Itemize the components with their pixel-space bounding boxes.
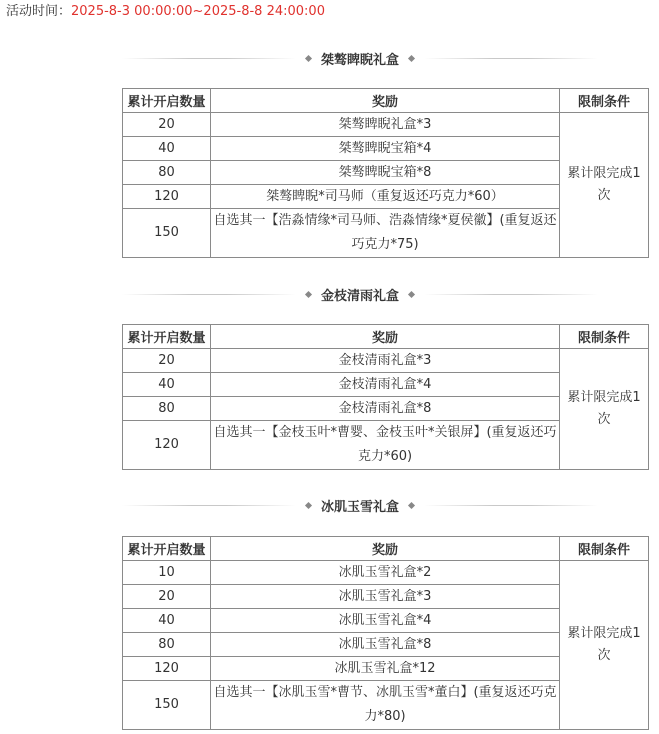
cell-count: 150	[123, 209, 211, 258]
cell-reward: 冰肌玉雪礼盒*4	[211, 609, 560, 633]
cell-count: 120	[123, 185, 211, 209]
diamond-icon	[305, 290, 312, 297]
cell-limit: 累计限完成1次	[560, 113, 649, 258]
cell-reward: 冰肌玉雪礼盒*12	[211, 657, 560, 681]
cell-reward: 自选其一【金枝玉叶*曹婴、金枝玉叶*关银屏】(重复返还巧克力*60)	[211, 421, 560, 470]
cell-limit: 累计限完成1次	[560, 349, 649, 470]
cell-count: 120	[123, 421, 211, 470]
table-header-row	[123, 325, 649, 349]
cell-reward: 桀骜睥睨*司马师（重复返还巧克力*60）	[211, 185, 560, 209]
cell-reward: 自选其一【冰肌玉雪*曹节、冰肌玉雪*董白】(重复返还巧克力*80)	[211, 681, 560, 730]
cell-count: 150	[123, 681, 211, 730]
table-row	[123, 349, 649, 373]
section-title-1	[122, 48, 598, 68]
table-header-row	[123, 89, 649, 113]
cell-limit: 累计限完成1次	[560, 561, 649, 730]
cell-count: 80	[123, 633, 211, 657]
section-title-text: 桀骜睥睨礼盒	[321, 52, 400, 68]
cell-count: 40	[123, 373, 211, 397]
cell-reward: 金枝清雨礼盒*8	[211, 397, 560, 421]
header-reward: 奖励	[211, 89, 560, 113]
reward-table-2	[122, 324, 649, 470]
diamond-icon	[305, 501, 312, 508]
header-count: 累计开启数量	[123, 89, 211, 113]
section-title-text: 冰肌玉雪礼盒	[321, 499, 400, 515]
header-count: 累计开启数量	[123, 325, 211, 349]
section-title-text: 金枝清雨礼盒	[321, 288, 400, 304]
cell-reward: 金枝清雨礼盒*3	[211, 349, 560, 373]
cell-count: 80	[123, 161, 211, 185]
activity-time-label: 活动时间：	[6, 4, 72, 19]
cell-count: 20	[123, 585, 211, 609]
cell-reward: 桀骜睥睨宝箱*4	[211, 137, 560, 161]
diamond-icon	[408, 290, 415, 297]
header-reward: 奖励	[211, 537, 560, 561]
header-reward: 奖励	[211, 325, 560, 349]
header-count: 累计开启数量	[123, 537, 211, 561]
cell-count: 10	[123, 561, 211, 585]
diamond-icon	[408, 54, 415, 61]
table-header-row	[123, 537, 649, 561]
reward-table-1	[122, 88, 649, 258]
cell-reward: 冰肌玉雪礼盒*8	[211, 633, 560, 657]
cell-count: 40	[123, 137, 211, 161]
table-row	[123, 113, 649, 137]
section-title-2	[122, 284, 598, 304]
cell-count: 120	[123, 657, 211, 681]
header-limit: 限制条件	[560, 325, 649, 349]
cell-reward: 冰肌玉雪礼盒*2	[211, 561, 560, 585]
header-limit: 限制条件	[560, 537, 649, 561]
cell-reward: 桀骜睥睨礼盒*3	[211, 113, 560, 137]
section-title-3	[122, 495, 598, 515]
activity-time	[6, 3, 325, 21]
cell-reward: 自选其一【浩淼情缘*司马师、浩淼情缘*夏侯徽】(重复返还巧克力*75)	[211, 209, 560, 258]
diamond-icon	[305, 54, 312, 61]
cell-count: 20	[123, 113, 211, 137]
reward-table-3	[122, 536, 649, 730]
cell-reward: 金枝清雨礼盒*4	[211, 373, 560, 397]
cell-count: 20	[123, 349, 211, 373]
cell-reward: 冰肌玉雪礼盒*3	[211, 585, 560, 609]
table-row	[123, 561, 649, 585]
cell-count: 40	[123, 609, 211, 633]
header-limit: 限制条件	[560, 89, 649, 113]
diamond-icon	[408, 501, 415, 508]
cell-reward: 桀骜睥睨宝箱*8	[211, 161, 560, 185]
activity-time-value: 2025-8-3 00:00:00~2025-8-8 24:00:00	[71, 4, 325, 19]
cell-count: 80	[123, 397, 211, 421]
